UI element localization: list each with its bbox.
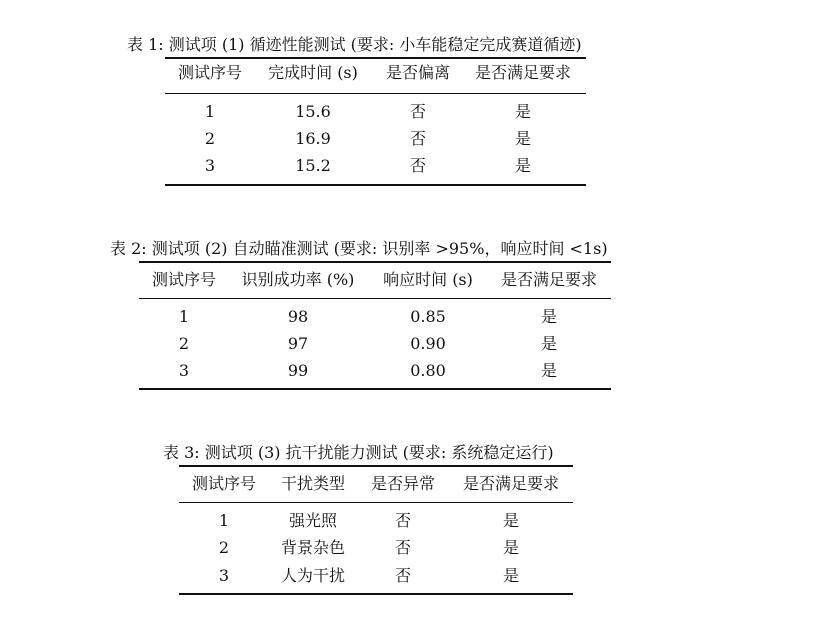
table-top-rule xyxy=(179,465,573,467)
column-header: 测试序号 xyxy=(177,63,243,82)
column-header: 测试序号 xyxy=(151,270,217,289)
table-cell: 否 xyxy=(409,129,427,148)
table-cell: 0.90 xyxy=(410,334,446,353)
table-cell: 1 xyxy=(204,102,216,121)
column-header: 是否偏离 xyxy=(385,63,451,82)
table-3 xyxy=(179,0,573,617)
table-cell: 否 xyxy=(394,566,412,585)
column-header: 识别成功率 (%) xyxy=(241,270,355,289)
table-cell: 是 xyxy=(540,307,558,326)
table-cell: 是 xyxy=(540,334,558,353)
column-header: 测试序号 xyxy=(191,474,257,493)
table-cell: 97 xyxy=(287,334,309,353)
table-cell: 是 xyxy=(540,361,558,380)
table-cell: 是 xyxy=(502,511,520,530)
table-cell: 是 xyxy=(514,156,532,175)
table-cell: 2 xyxy=(178,334,190,353)
table-cell: 人为干扰 xyxy=(280,566,346,585)
column-header: 完成时间 (s) xyxy=(268,63,358,82)
table-cell: 3 xyxy=(178,361,190,380)
table-1-caption: 表 1: 测试项 (1) 循迹性能测试 (要求: 小车能稳定完成赛道循迹) xyxy=(127,35,582,54)
table-cell: 是 xyxy=(514,129,532,148)
table-cell: 2 xyxy=(204,129,216,148)
table-cell: 是 xyxy=(502,538,520,557)
table-cell: 否 xyxy=(394,511,412,530)
column-header: 干扰类型 xyxy=(280,474,346,493)
table-header-rule xyxy=(179,502,573,503)
table-cell: 1 xyxy=(178,307,190,326)
table-cell: 3 xyxy=(204,156,216,175)
table-cell: 强光照 xyxy=(288,511,338,530)
table-cell: 是 xyxy=(514,102,532,121)
table-cell: 0.85 xyxy=(410,307,446,326)
column-header: 是否满足要求 xyxy=(474,63,572,82)
table-cell: 3 xyxy=(218,566,230,585)
table-cell: 否 xyxy=(394,538,412,557)
table-cell: 16.9 xyxy=(295,129,331,148)
table-cell: 2 xyxy=(218,538,230,557)
table-cell: 1 xyxy=(218,511,230,530)
column-header: 响应时间 (s) xyxy=(383,270,473,289)
table-bottom-rule xyxy=(179,593,573,595)
column-header: 是否满足要求 xyxy=(462,474,560,493)
table-cell: 15.6 xyxy=(295,102,331,121)
table-cell: 否 xyxy=(409,102,427,121)
table-cell: 15.2 xyxy=(295,156,331,175)
table-cell: 98 xyxy=(287,307,309,326)
column-header: 是否异常 xyxy=(370,474,436,493)
table-cell: 99 xyxy=(287,361,309,380)
table-cell: 背景杂色 xyxy=(280,538,346,557)
table-cell: 否 xyxy=(409,156,427,175)
table-cell: 0.80 xyxy=(410,361,446,380)
table-3-caption: 表 3: 测试项 (3) 抗干扰能力测试 (要求: 系统稳定运行) xyxy=(163,443,554,462)
table-cell: 是 xyxy=(502,566,520,585)
column-header: 是否满足要求 xyxy=(500,270,598,289)
table-2-caption: 表 2: 测试项 (2) 自动瞄准测试 (要求: 识别率 >95%，响应时间 <1s) xyxy=(110,239,608,258)
